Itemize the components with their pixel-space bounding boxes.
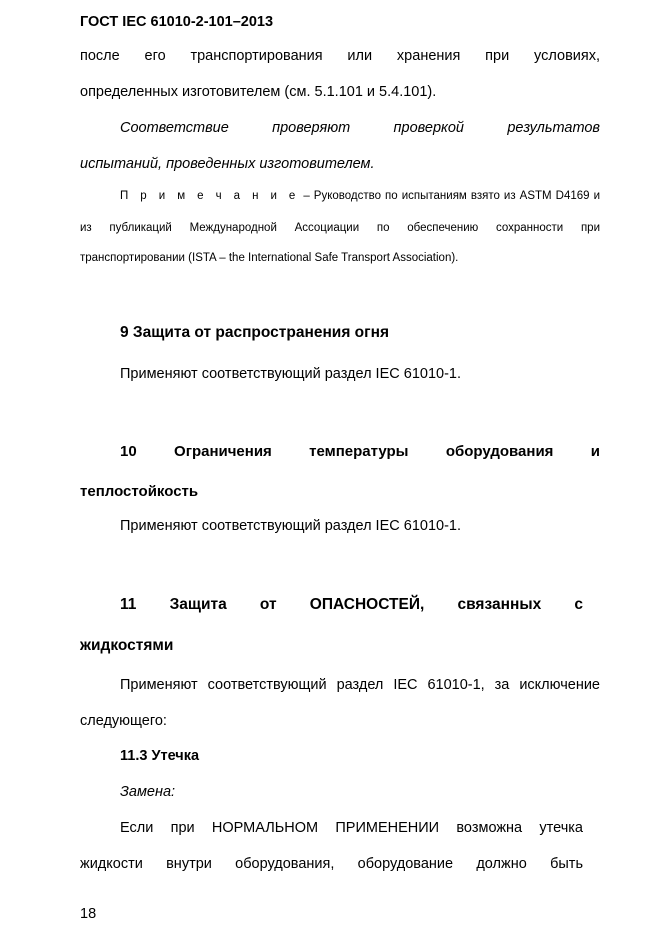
section-9-title: 9 Защита от распространения огня <box>120 324 390 341</box>
replacement-label: Замена: <box>120 784 176 800</box>
note-line: из публикаций Международной Ассоциации по обеспечению сохранности при <box>80 222 600 234</box>
section-11-text: следующего: <box>80 713 167 729</box>
section-11-text: Применяют соответствующий раздел IEC 61010-1, за исключение <box>120 677 600 693</box>
section-11-title: жидкостями <box>80 637 174 654</box>
section-9-text: Применяют соответствующий раздел IEC 61010-1. <box>120 366 461 382</box>
section-10-text: Применяют соответствующий раздел IEC 61010-1. <box>120 518 461 534</box>
section-10-title: 10 Ограничения температуры оборудования и <box>120 443 600 460</box>
section-10-title: теплостойкость <box>80 483 199 500</box>
body-line: после его транспортирования или хранения при условиях, <box>80 48 600 64</box>
note-line: транспортировании (ISTA – the International Safe Transport Association). <box>80 252 459 264</box>
note-text: – Руководство по испытаниям взято из ASTM D4169 и <box>299 190 600 202</box>
conformity-text: испытаний, проведенных изготовителем. <box>80 156 375 172</box>
body-line: определенных изготовителем (см. 5.1.101 и 5.4.101). <box>80 84 437 100</box>
conformity-text: Соответствие проверяют проверкой результатов <box>120 120 600 136</box>
subsection-11-3-title: 11.3 Утечка <box>120 748 200 764</box>
note-line <box>80 190 600 202</box>
body-line: Если при НОРМАЛЬНОМ ПРИМЕНЕНИИ возможна утечка <box>120 820 583 836</box>
note-label: П р и м е ч а н и е <box>120 190 300 202</box>
page-number: 18 <box>80 906 97 922</box>
body-line: жидкости внутри оборудования, оборудование должно быть <box>80 856 583 872</box>
document-header: ГОСТ IEC 61010-2-101–2013 <box>80 14 274 30</box>
section-11-title: 11 Защита от ОПАСНОСТЕЙ, связанных с <box>120 596 583 613</box>
